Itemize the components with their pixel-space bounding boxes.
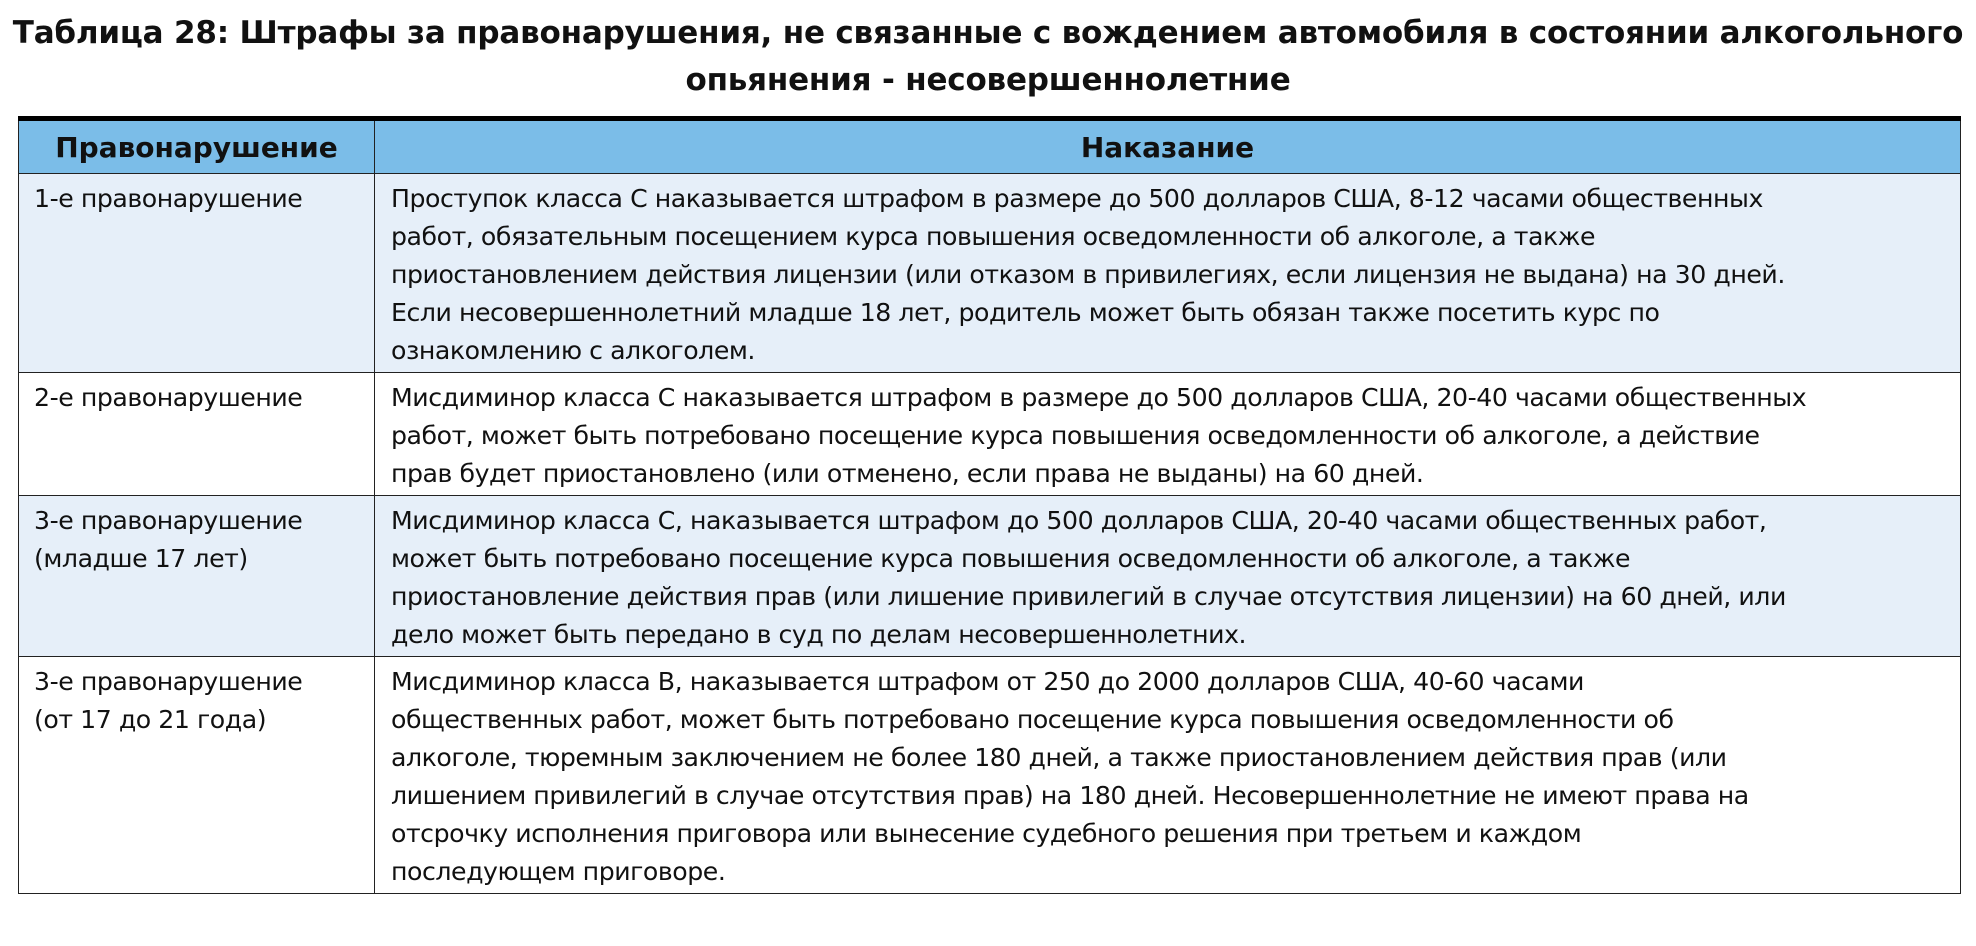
table-header-row: [19, 119, 1961, 174]
table-row: [19, 174, 1961, 373]
table-row: [19, 373, 1961, 496]
page-title-line-2: опьянения - несовершеннолетние: [685, 62, 1291, 98]
fines-table: [18, 116, 1961, 894]
penalty-cell: Проступок класса C наказывается штрафом в размере до 500 долларов США, 8-12 часами общественных работ, обязательным посещением курса повышения осведомленности об алкоголе, а также приостановлением действия лицензии (или отказом в привилегиях, если лицензия не выдана) на 30 дней. Если несовершеннолетний младше 18 лет, родитель может быть обязан также посетить курс по ознакомлению с алкоголем.: [375, 174, 1961, 373]
offense-cell: 3-е правонарушение (младше 17 лет): [19, 496, 375, 657]
offense-cell: 1-е правонарушение: [19, 174, 375, 373]
offense-cell: 2-е правонарушение: [19, 373, 375, 496]
penalty-cell: Мисдиминор класса B, наказывается штрафом от 250 до 2000 долларов США, 40-60 часами общественных работ, может быть потребовано посещение курса повышения осведомленности об алкоголе, тюремным заключением не более 180 дней, а также приостановлением действия прав (или лишением привилегий в случае отсутствия прав) на 180 дней. Несовершеннолетние не имеют права на отсрочку исполнения приговора или вынесение судебного решения при третьем и каждом последующем приговоре.: [375, 657, 1961, 894]
penalty-cell: Мисдиминор класса C, наказывается штрафом до 500 долларов США, 20-40 часами общественных работ, может быть потребовано посещение курса повышения осведомленности об алкоголе, а также приостановление действия прав (или лишение привилегий в случае отсутствия лицензии) на 60 дней, или дело может быть передано в суд по делам несовершеннолетних.: [375, 496, 1961, 657]
column-header-offense: Правонарушение: [19, 119, 375, 174]
table-row: [19, 496, 1961, 657]
page-title-line-1: Таблица 28: Штрафы за правонарушения, не связанные с вождением автомобиля в состоянии алкогольного: [12, 15, 1964, 51]
offense-cell: 3-е правонарушение (от 17 до 21 года): [19, 657, 375, 894]
page-title: [0, 10, 1976, 104]
table-row: [19, 657, 1961, 894]
column-header-penalty: Наказание: [375, 119, 1961, 174]
penalty-cell: Мисдиминор класса C наказывается штрафом в размере до 500 долларов США, 20-40 часами общественных работ, может быть потребовано посещение курса повышения осведомленности об алкоголе, а действие прав будет приостановлено (или отменено, если права не выданы) на 60 дней.: [375, 373, 1961, 496]
